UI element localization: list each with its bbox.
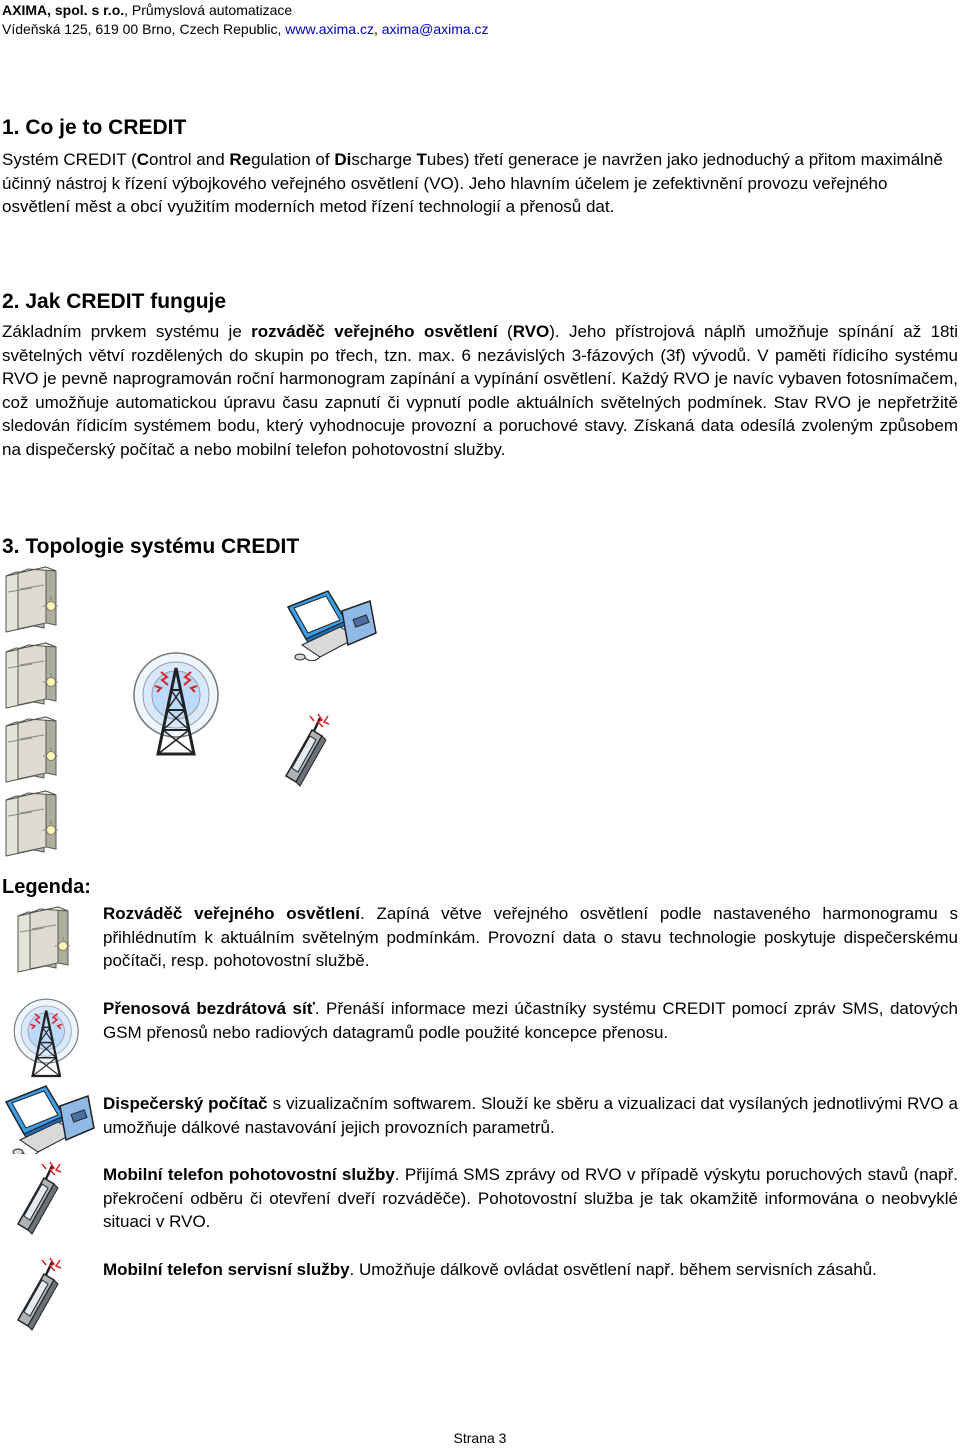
email-link[interactable]: axima@axima.cz xyxy=(381,21,489,37)
company-tagline: , Průmyslová automatizace xyxy=(124,2,293,18)
separator: , xyxy=(373,21,382,37)
legend-term: Mobilní telefon pohotovostní služby xyxy=(103,1165,395,1184)
text: ontrol and xyxy=(149,150,230,169)
address-line xyxy=(2,20,489,39)
legend-description: . Zapíná větve veřejného osvětlení podle nastaveného harmonogramu s přihlédnutím k aktuálním světelným podmínkám. Provozní data o stavu technologie poskytuje dispečerskému počítači, resp. pohotovostní službě. xyxy=(103,904,958,970)
section-2-heading: 2. Jak CREDIT funguje xyxy=(2,290,227,313)
legend-description: . Přijímá SMS zprávy od RVO v případě výskytu poruchových stavů (např. překročení odběru či otevření dveří rozváděče). Pohotovostní služba je tak okamžitě informována o neobvyklé situaci v RVO. xyxy=(103,1165,958,1231)
text: gulation of xyxy=(251,150,335,169)
legend-item xyxy=(103,997,958,1044)
legend-item xyxy=(103,1092,958,1139)
bold-term: RVO xyxy=(512,322,550,341)
legend-description: . Umožňuje dálkově ovládat osvětlení např. během servisních zásahů. xyxy=(349,1260,877,1279)
section-2-text xyxy=(2,320,958,461)
section-3-heading: 3. Topologie systému CREDIT xyxy=(2,535,300,558)
computer-icon xyxy=(284,577,380,661)
antenna-tower-icon xyxy=(131,650,223,758)
company-name: AXIMA, spol. s r.o. xyxy=(2,2,125,18)
mobile-phone-icon xyxy=(12,1256,64,1332)
antenna-tower-icon xyxy=(12,996,82,1080)
mobile-phone-icon xyxy=(12,1160,64,1236)
mobile-phone-icon xyxy=(280,712,332,788)
text: ). Jeho přístrojová náplň umožňuje spínání až 18ti světelných větví rozdělených do skupin po třech, tzn. max. 6 nezávislých 3-fázových (3f) vývodů. V paměti řídicího systému RVO je pevně naprogramován roční harmonogram zapínání a vypínání osvětlení. Každý RVO je navíc vybaven fotosnímačem, což umožňuje automatickou úpravu času zapnutí či vypnutí podle aktuálních světelných podmínek. Stav RVO je nepřetržitě sledován řídicím systémem bodu, který vyhodnocuje provozní a poruchové stavy. Získaná data odesílá zvoleným způsobem na dispečerský počítač a nebo mobilní telefon pohotovostní služby. xyxy=(2,322,959,459)
bold-letter: Di xyxy=(334,150,352,169)
text: Systém CREDIT ( xyxy=(2,150,137,169)
cabinet-icon xyxy=(4,638,58,710)
bold-term: rozváděč veřejného osvětlení xyxy=(251,322,498,341)
legend-item xyxy=(103,1163,958,1234)
legend-description: . Přenáší informace mezi účastníky systému CREDIT pomocí zpráv SMS, datových GSM přenosů nebo radiových datagramů podle použité koncepce přenosu. xyxy=(103,999,958,1042)
legend-term: Přenosová bezdrátová síť xyxy=(103,999,315,1018)
text: ( xyxy=(497,322,513,341)
section-1-heading: 1. Co je to CREDIT xyxy=(2,116,187,139)
legend-term: Dispečerský počítač xyxy=(103,1094,268,1113)
cabinet-icon xyxy=(4,562,58,634)
legend-term: Rozváděč veřejného osvětlení xyxy=(103,904,360,923)
page-number: Strana 3 xyxy=(453,1430,507,1446)
bold-letter: C xyxy=(136,150,150,169)
address: Vídeňská 125, 619 00 Brno, Czech Republic, xyxy=(2,21,286,37)
legend-term: Mobilní telefon servisní služby xyxy=(103,1260,350,1279)
company-line xyxy=(2,1,489,20)
section-1-text xyxy=(2,148,958,219)
computer-icon xyxy=(2,1072,96,1154)
cabinet-icon xyxy=(4,786,58,858)
legend-item xyxy=(103,1258,958,1282)
text: Základním prvkem systému je xyxy=(2,322,252,341)
text: scharge xyxy=(351,150,417,169)
legend-title: Legenda: xyxy=(2,876,91,898)
cabinet-icon xyxy=(16,902,70,974)
legend-description: s vizualizačním softwarem. Slouží ke sběru a vizualizaci dat vysílaných jednotlivými RVO a umožňuje dálkové nastavování jejich provozních parametrů. xyxy=(103,1094,958,1137)
bold-letter: T xyxy=(416,150,427,169)
website-link[interactable]: www.axima.cz xyxy=(285,21,374,37)
cabinet-icon xyxy=(4,712,58,784)
legend-item xyxy=(103,902,958,973)
bold-letter: Re xyxy=(229,150,252,169)
page-header xyxy=(2,1,489,39)
text: ubes) třetí generace je navržen jako jednoduchý a přitom maximálně účinný nástroj k řízení výbojkového veřejného osvětlení (VO). Jeho hlavním účelem je zefektivnění provozu veřejného osvětlení měst a obcí využitím moderních metod řízení technologií a přenosů dat. xyxy=(2,150,943,216)
